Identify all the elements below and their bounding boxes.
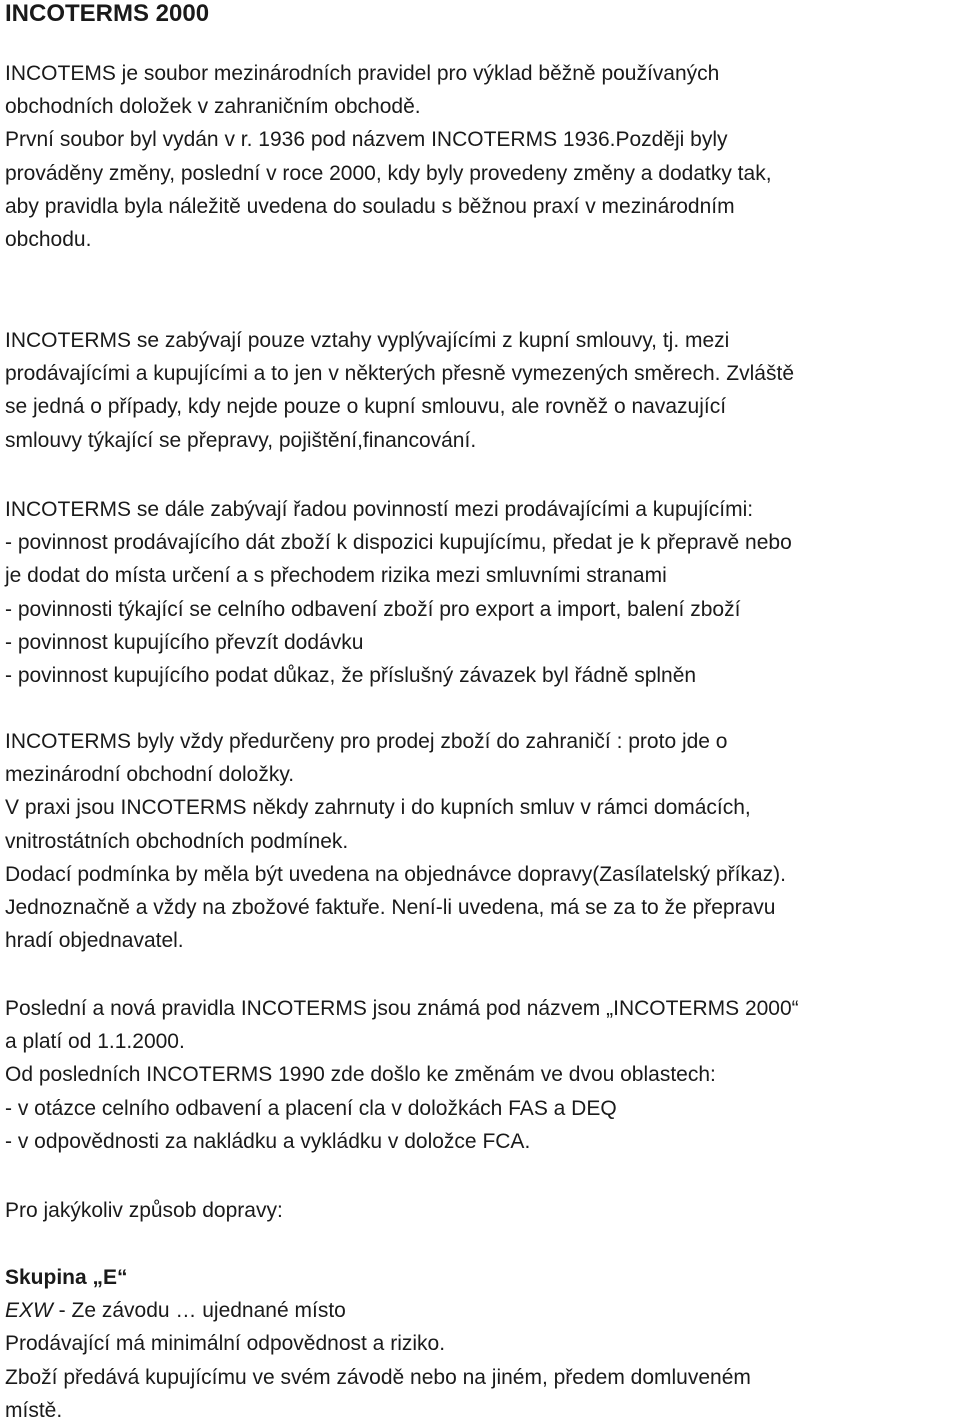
group-heading: Skupina „E“ [5, 1266, 128, 1289]
text-line: Dodací podmínka by měla být uvedena na objednávce dopravy(Zasílatelský příkaz). [5, 862, 786, 886]
text-line: obchodních doložek v zahraničním obchodě. [5, 95, 421, 119]
text-line: je dodat do místa určení a s přechodem rizika mezi smluvními stranami [5, 564, 667, 588]
text-line: INCOTERMS se zabývají pouze vztahy vyplývajícími z kupní smlouvy, tj. mezi [5, 329, 730, 352]
text-line: smlouvy týkající se přepravy, pojištění,financování. [5, 428, 477, 452]
transport-intro: Pro jakýkoliv způsob dopravy: [5, 1199, 283, 1222]
list-item: - povinnost kupujícího podat důkaz, že příslušný závazek byl řádně splněn [5, 664, 697, 688]
text-line: Zboží předává kupujícímu ve svém závodě nebo na jiném, předem domluveném [5, 1365, 751, 1389]
text-line: prováděny změny, poslední v roce 2000, kdy byly provedeny změny a dodatky tak, [5, 161, 772, 185]
text-line: První soubor byl vydán v r. 1936 pod názvem INCOTERMS 1936.Později byly [5, 128, 728, 152]
paragraph-scope [5, 324, 794, 457]
text-line: Od posledních INCOTERMS 1990 zde došlo ke změnám ve dvou oblastech: [5, 1063, 716, 1087]
exw-term [5, 1294, 751, 1327]
page-title: INCOTERMS 2000 [5, 0, 210, 27]
text-line: místě. [5, 1398, 63, 1422]
list-item: - v otázce celního odbavení a placení cla v doložkách FAS a DEQ [5, 1096, 617, 1120]
text-line: INCOTERMS se dále zabývají řadou povinností mezi prodávajícími a kupujícími: [5, 498, 754, 521]
text-line: obchodu. [5, 228, 92, 252]
text-line: Poslední a nová pravidla INCOTERMS jsou známá pod názvem „INCOTERMS 2000“ [5, 997, 799, 1020]
text-line: V praxi jsou INCOTERMS někdy zahrnuty i do kupních smluv v rámci domácích, [5, 796, 751, 820]
text-line: hradí objednavatel. [5, 929, 184, 953]
text-line: INCOTEMS je soubor mezinárodních pravidel pro výklad běžně používaných [5, 62, 720, 85]
text-line: se jedná o případy, kdy nejde pouze o kupní smlouvu, ale rovněž o navazující [5, 395, 727, 419]
paragraph-duties [5, 493, 792, 692]
list-item: - povinnost prodávajícího dát zboží k dispozici kupujícímu, předat je k přepravě nebo [5, 531, 792, 555]
text-line: vnitrostátních obchodních podmínek. [5, 829, 349, 853]
exw-description: - Ze závodu … ujednané místo [52, 1299, 346, 1323]
text-line: INCOTERMS byly vždy předurčeny pro prodej zboží do zahraničí : proto jde o [5, 730, 728, 753]
paragraph-intro [5, 57, 772, 256]
list-item: - povinnost kupujícího převzít dodávku [5, 630, 364, 654]
paragraph-latest-rules [5, 992, 799, 1158]
list-item: - v odpovědnosti za nakládku a vykládku v doložce FCA. [5, 1129, 531, 1153]
text-line: prodávajícími a kupujícími a to jen v některých přesně vymezených směrech. Zvláště [5, 362, 794, 386]
text-line: Prodávající má minimální odpovědnost a riziko. [5, 1332, 446, 1356]
text-line: aby pravidla byla náležitě uvedena do souladu s běžnou praxí v mezinárodním [5, 194, 735, 218]
group-e-section [5, 1261, 751, 1427]
text-line: a platí od 1.1.2000. [5, 1030, 185, 1054]
list-item: - povinnosti týkající se celního odbavení zboží pro export a import, balení zboží [5, 597, 741, 621]
text-line: mezinárodní obchodní doložky. [5, 763, 295, 787]
exw-code: EXW [5, 1299, 53, 1323]
text-line: Jednoznačně a vždy na zbožové faktuře. Není-li uvedena, má se za to že přepravu [5, 896, 776, 920]
paragraph-purpose [5, 725, 786, 957]
